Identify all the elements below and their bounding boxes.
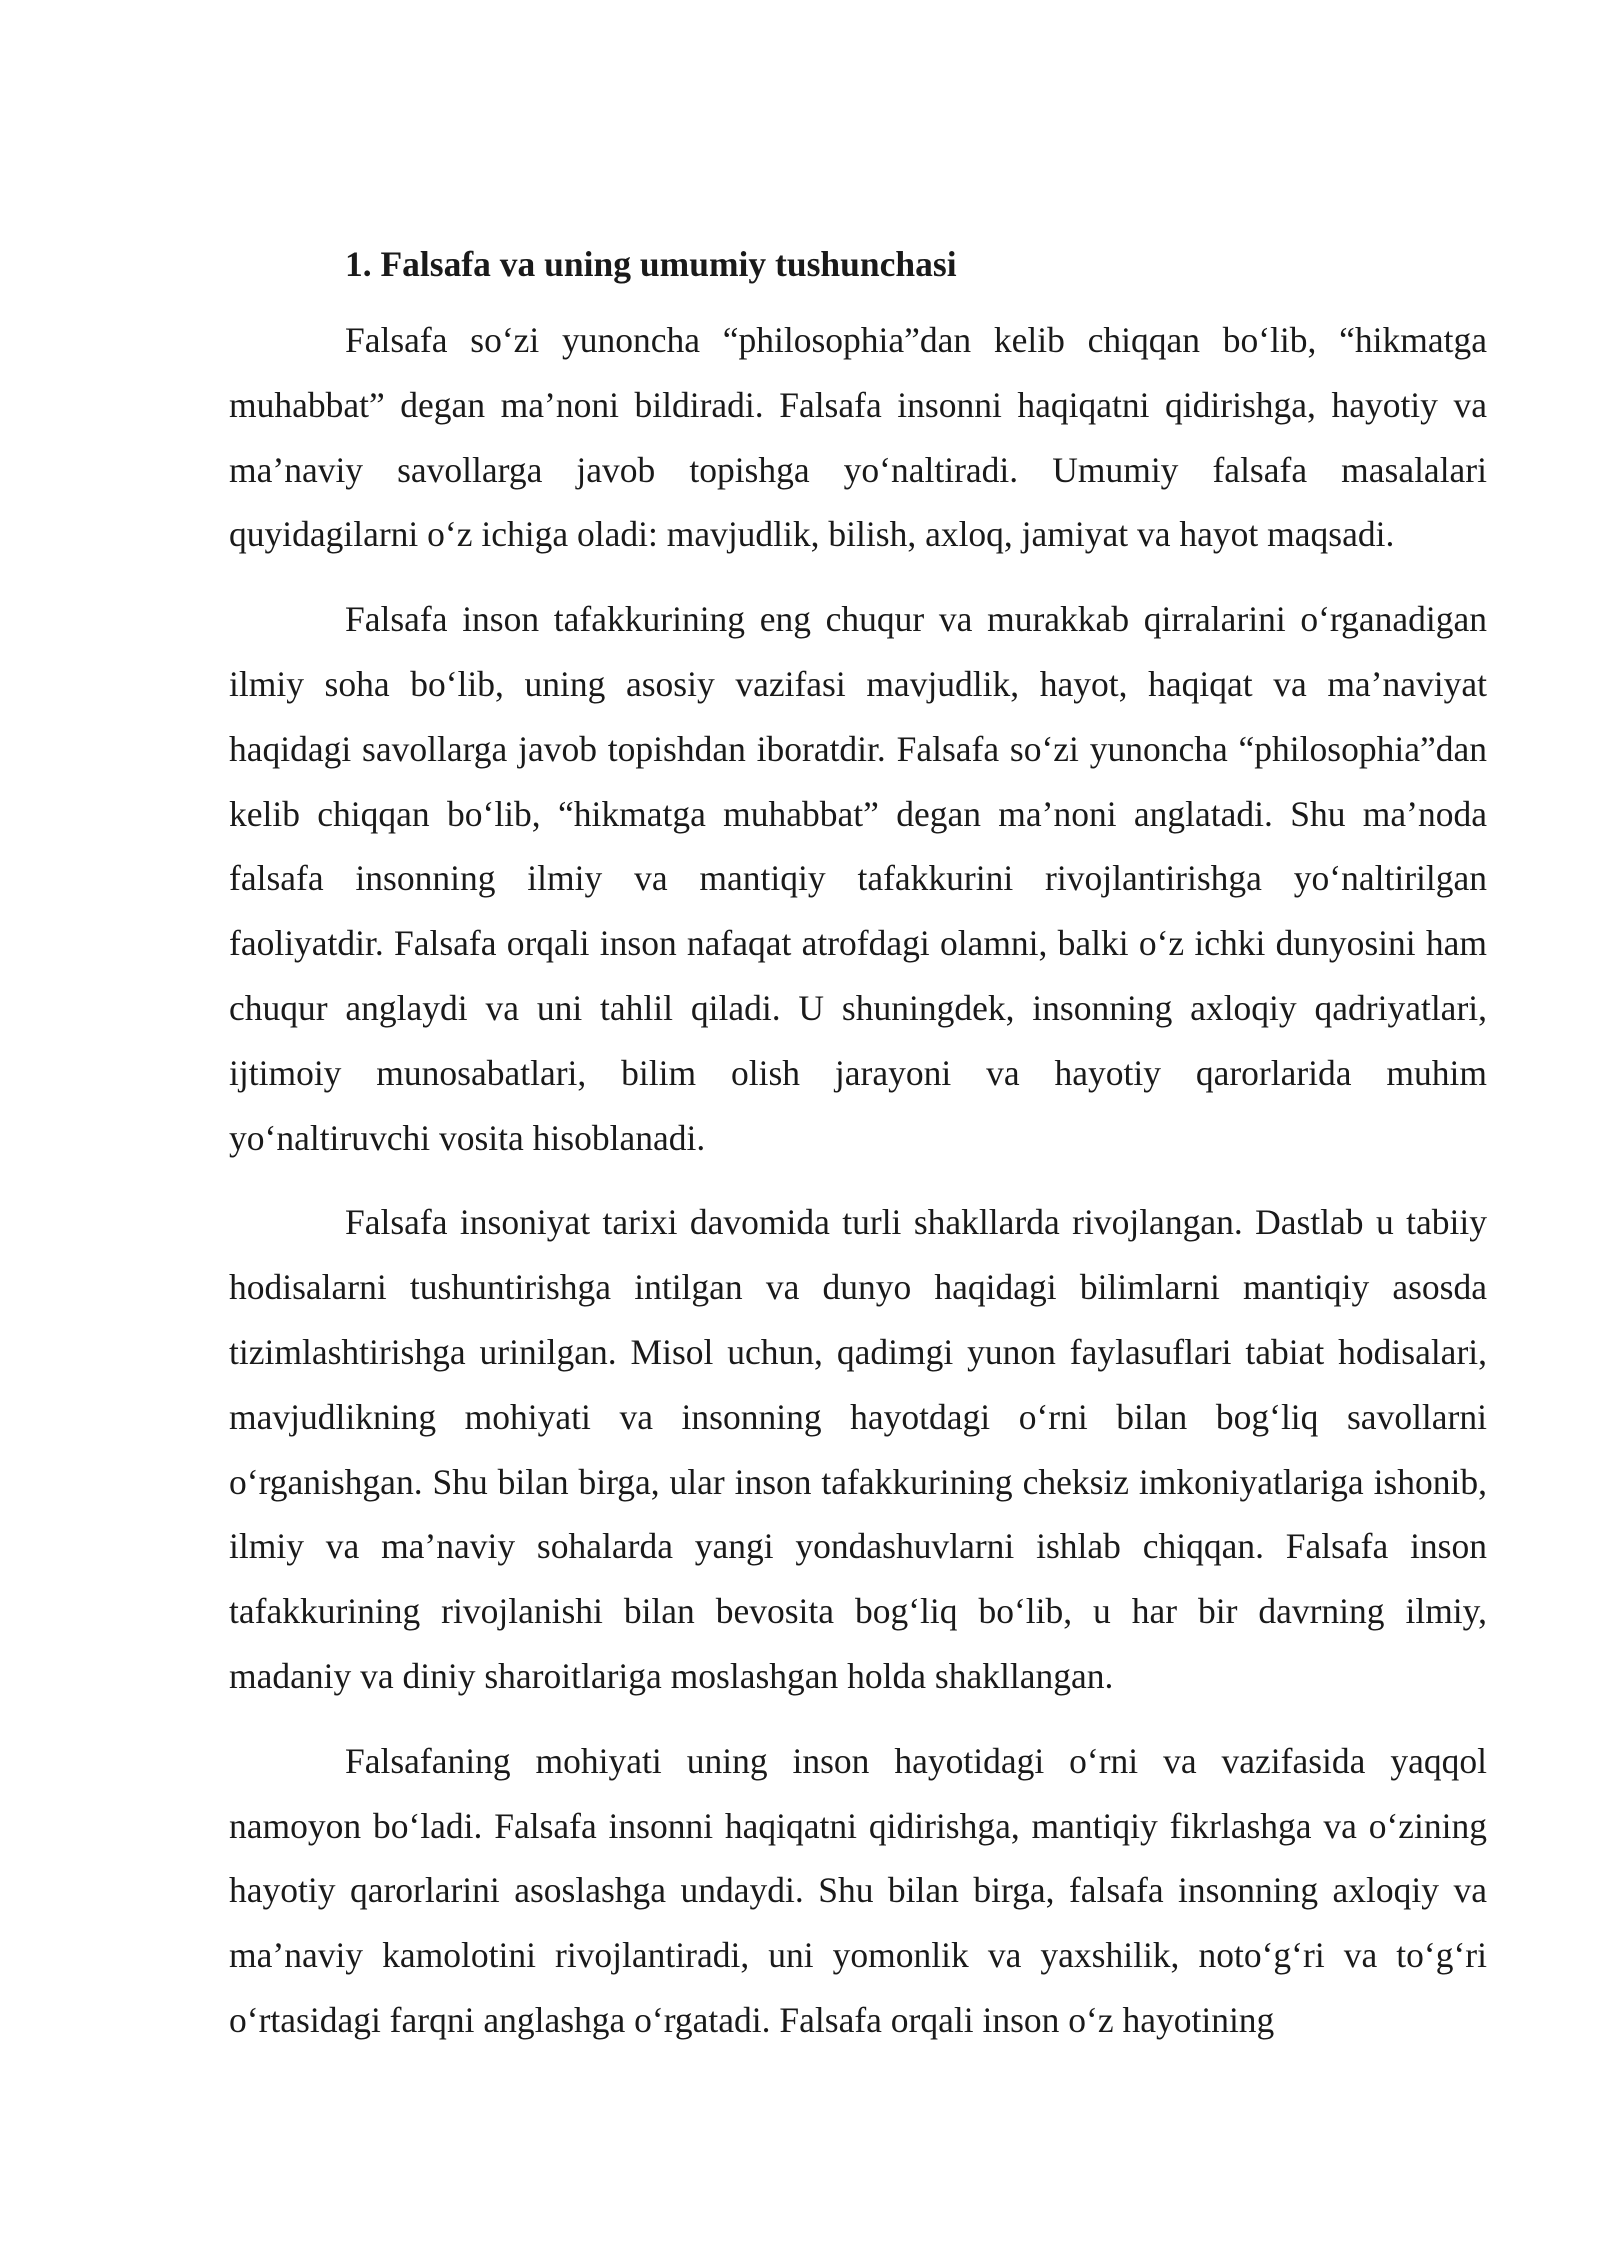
paragraph-4: Falsafaning mohiyati uning inson hayotidagi o‘rni va vazifasida yaqqol namoyon bo‘ladi. Falsafa insonni haqiqatni qidirishga, mantiqiy fikrlashga va o‘zining hayotiy qarorlarini asoslashga undaydi. Shu bilan birga, falsafa insonning axloqiy va ma’naviy kamolotini rivojlantiradi, uni yomonlik va yaxshilik, noto‘g‘ri va to‘g‘ri o‘rtasidagi farqni anglashga o‘rgatadi. Falsafa orqali inson o‘z hayotining	[229, 1740, 1487, 2040]
document-body	[229, 238, 1487, 2073]
paragraph-2: Falsafa inson tafakkurining eng chuqur va murakkab qirralarini o‘rganadigan ilmiy soha bo‘lib, uning asosiy vazifasi mavjudlik, hayot, haqiqat va ma’naviyat haqidagi savollarga javob topishdan iboratdir. Falsafa so‘zi yunoncha “philosophia”dan kelib chiqqan bo‘lib, “hikmatga muhabbat” degan ma’noni anglatadi. Shu ma’noda falsafa insonning ilmiy va mantiqiy tafakkurini rivojlantirishga yo‘naltirilgan faoliyatdir. Falsafa orqali inson nafaqat atrofdagi olamni, balki o‘z ichki dunyosini ham chuqur anglaydi va uni tahlil qiladi. U shuningdek, insonning axloqiy qadriyatlari, ijtimoiy munosabatlari, bilim olish jarayoni va hayotiy qarorlarida muhim yo‘naltiruvchi vosita hisoblanadi.	[229, 599, 1487, 1158]
paragraph-3: Falsafa insoniyat tarixi davomida turli shakllarda rivojlangan. Dastlab u tabiiy hodisalarni tushuntirishga intilgan va dunyo haqidagi bilimlarni mantiqiy asosda tizimlashtirishga urinilgan. Misol uchun, qadimgi yunon faylasuflari tabiat hodisalari, mavjudlikning mohiyati va insonning hayotdagi o‘rni bilan bog‘liq savollarni o‘rganishgan. Shu bilan birga, ular inson tafakkurining cheksiz imkoniyatlariga ishonib, ilmiy va ma’naviy sohalarda yangi yondashuvlarni ishlab chiqqan. Falsafa inson tafakkurining rivojlanishi bilan bevosita bog‘liq bo‘lib, u har bir davrning ilmiy, madaniy va diniy sharoitlariga moslashgan holda shakllangan.	[229, 1202, 1487, 1696]
paragraph-1: Falsafa so‘zi yunoncha “philosophia”dan kelib chiqqan bo‘lib, “hikmatga muhabbat” degan ma’noni bildiradi. Falsafa insonni haqiqatni qidirishga, hayotiy va ma’naviy savollarga javob topishga yo‘naltiradi. Umumiy falsafa masalalari quyidagilarni o‘z ichiga oladi: mavjudlik, bilish, axloq, jamiyat va hayot maqsadi.	[229, 320, 1487, 555]
section-heading: 1. Falsafa va uning umumiy tushunchasi	[345, 244, 957, 284]
